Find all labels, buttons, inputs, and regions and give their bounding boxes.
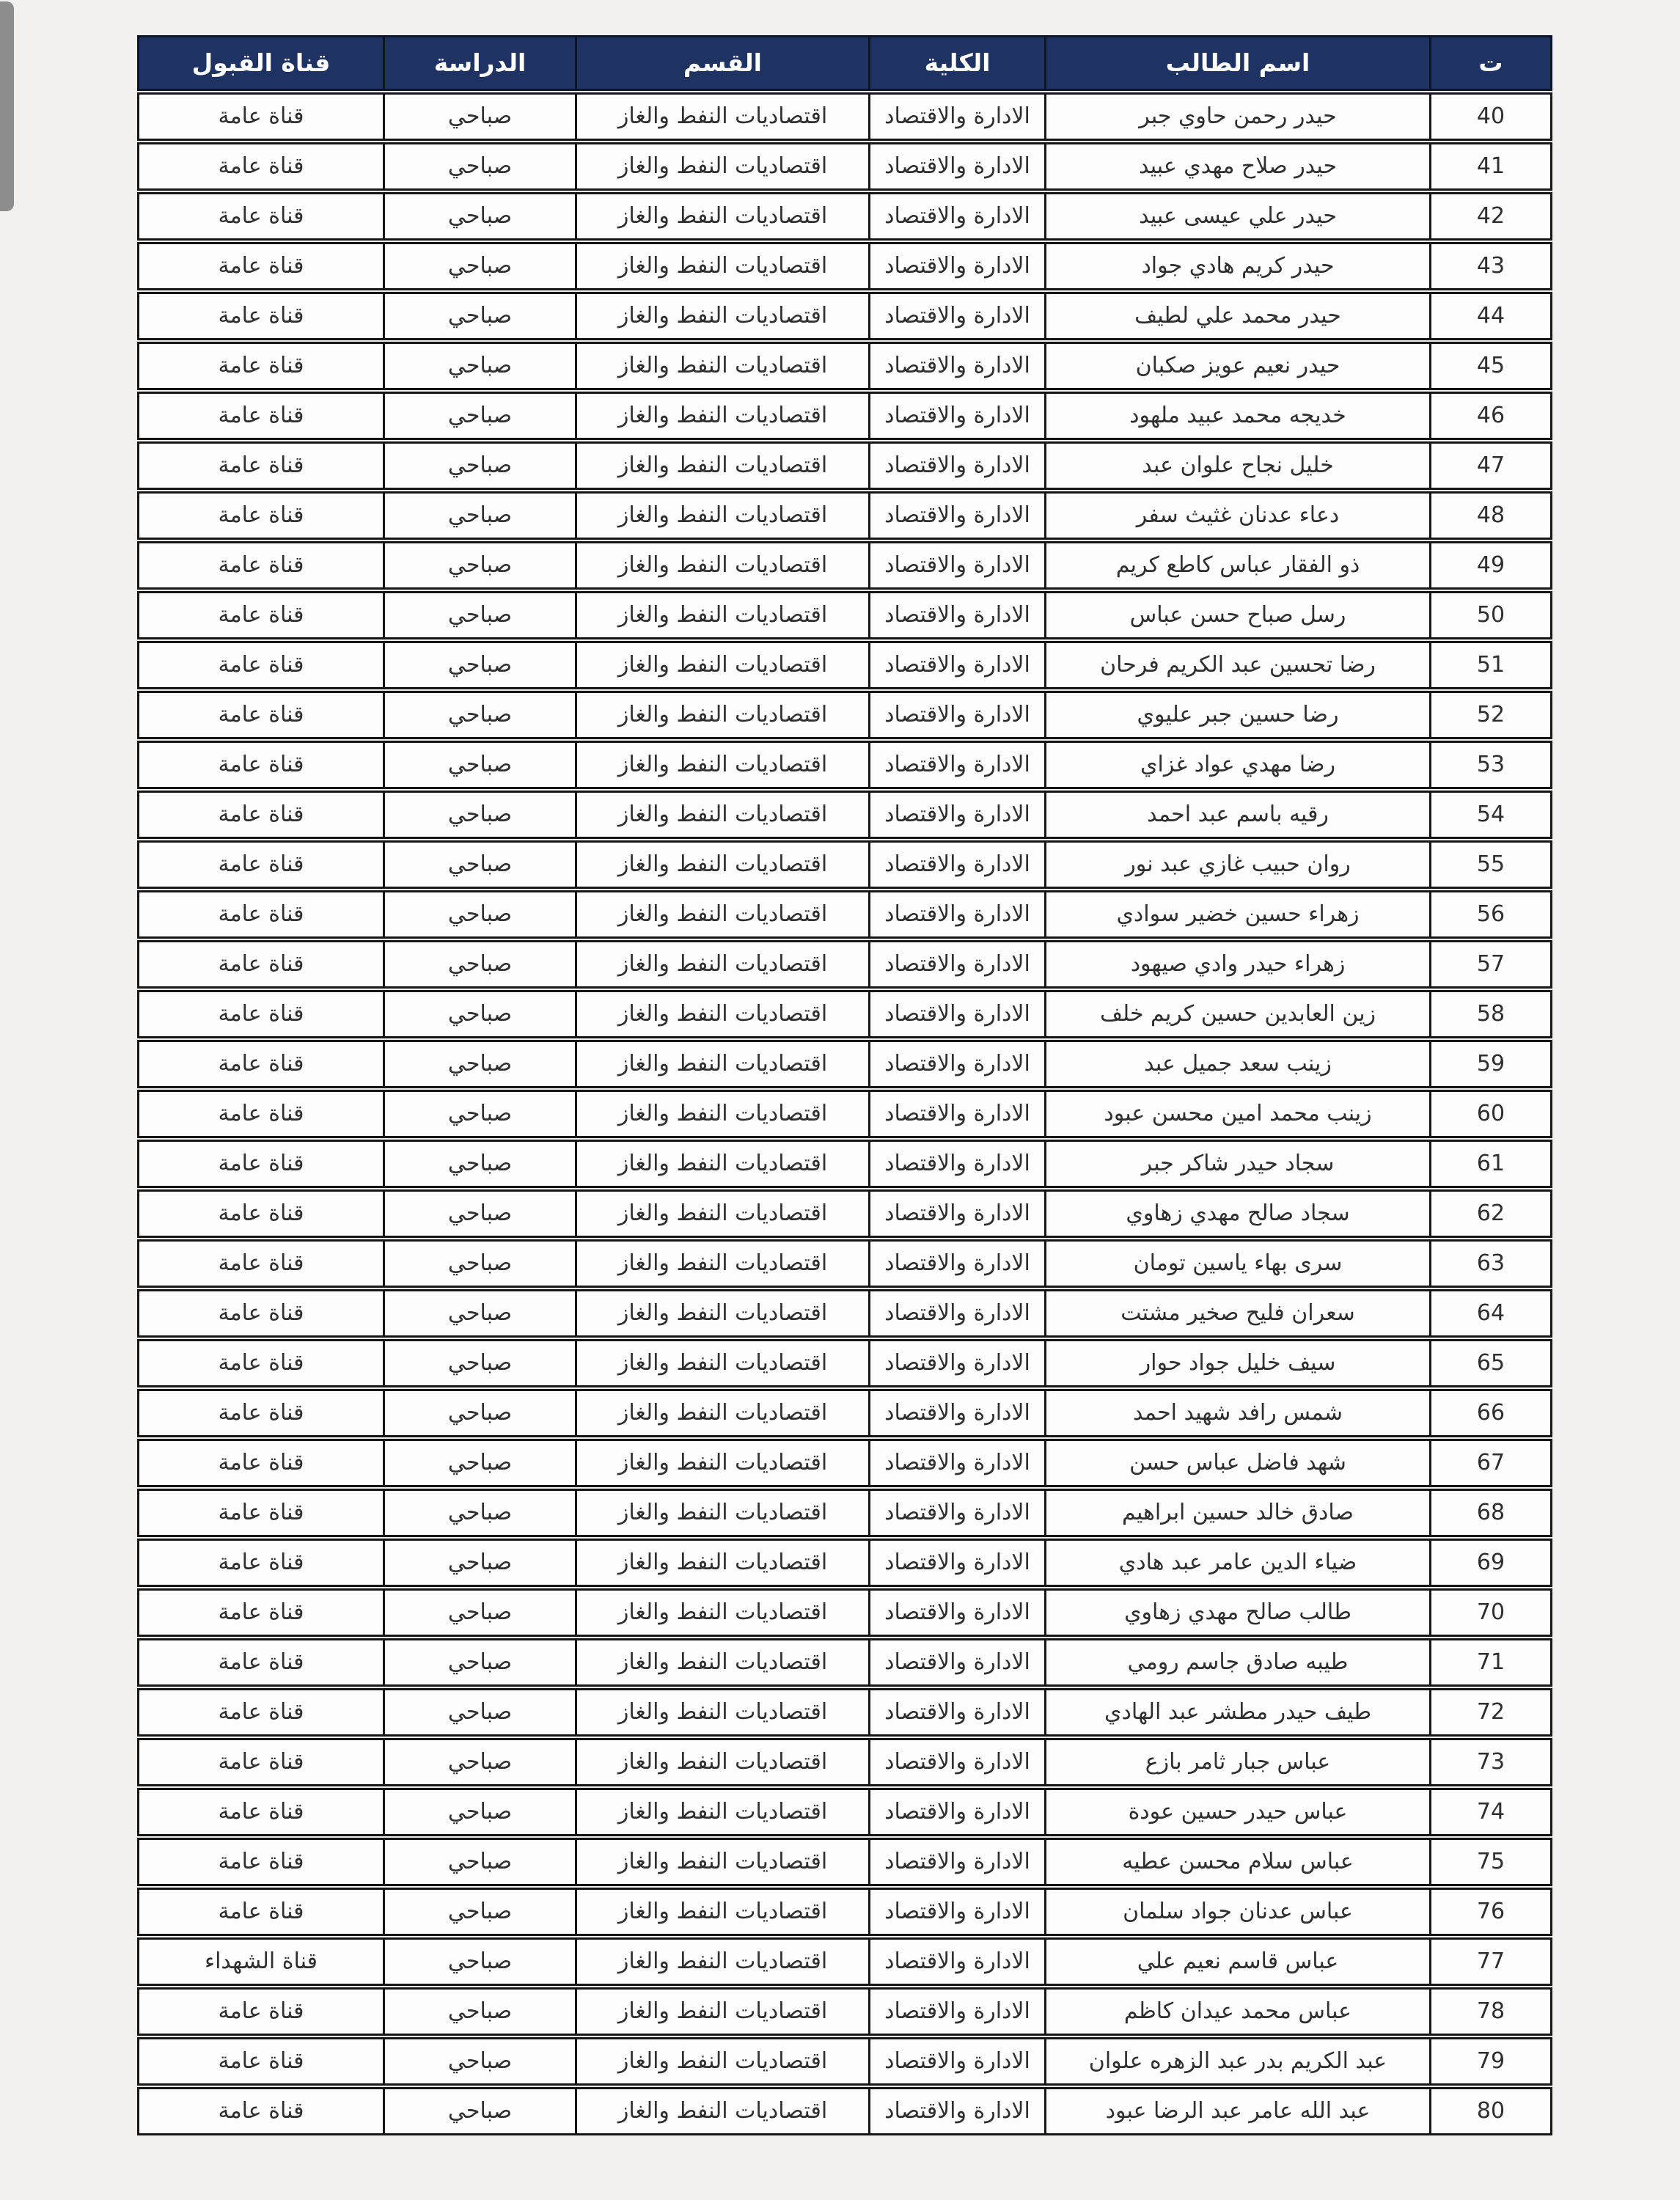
table-row bbox=[137, 1040, 1552, 1088]
cell-college: الادارة والاقتصاد bbox=[868, 543, 1044, 587]
cell-study: صباحي bbox=[383, 1242, 575, 1286]
table-row bbox=[137, 541, 1552, 590]
cell-department: اقتصاديات النفط والغاز bbox=[575, 494, 868, 538]
cell-admission-channel: قناة عامة bbox=[218, 153, 304, 180]
cell-serial: 66 bbox=[1429, 1391, 1550, 1435]
cell-student-name: عبد الله عامر عبد الرضا عبود bbox=[1044, 2089, 1429, 2133]
cell-admission-channel: قناة عامة bbox=[218, 2048, 304, 2075]
cell-serial: 47 bbox=[1429, 444, 1550, 488]
student-table bbox=[137, 35, 1552, 2137]
cell-student-name: عباس جبار ثامر بازع bbox=[1044, 1740, 1429, 1784]
cell-study: صباحي bbox=[383, 1541, 575, 1585]
cell-study: صباحي bbox=[383, 1092, 575, 1136]
cell-college: الادارة والاقتصاد bbox=[868, 294, 1044, 338]
cell-serial: 67 bbox=[1429, 1441, 1550, 1485]
scroll-indicator[interactable] bbox=[0, 1, 14, 211]
cell-student-name: دعاء عدنان غثيث سفر bbox=[1044, 494, 1429, 538]
cell-admission-channel: قناة عامة bbox=[218, 1998, 304, 2025]
cell-admission-channel: قناة عامة bbox=[218, 652, 304, 678]
cell-department: اقتصاديات النفط والغاز bbox=[575, 1092, 868, 1136]
cell-student-name: عباس محمد عيدان كاظم bbox=[1044, 1990, 1429, 2034]
cell-study: صباحي bbox=[383, 1391, 575, 1435]
cell-admission-channel: قناة عامة bbox=[218, 502, 304, 529]
cell-admission-channel: قناة عامة bbox=[218, 253, 304, 279]
cell-department: اقتصاديات النفط والغاز bbox=[575, 95, 868, 139]
cell-admission-channel: قناة عامة bbox=[218, 1599, 304, 1626]
cell-college: الادارة والاقتصاد bbox=[868, 1391, 1044, 1435]
cell-college: الادارة والاقتصاد bbox=[868, 1591, 1044, 1635]
cell-department: اقتصاديات النفط والغاز bbox=[575, 244, 868, 288]
cell-admission-channel: قناة عامة bbox=[218, 901, 304, 928]
cell-department: اقتصاديات النفط والغاز bbox=[575, 793, 868, 837]
cell-admission-channel: قناة عامة bbox=[218, 303, 304, 329]
table-row bbox=[137, 1888, 1552, 1936]
cell-student-name: سجاد حيدر شاكر جبر bbox=[1044, 1142, 1429, 1186]
cell-student-name: صادق خالد حسين ابراهيم bbox=[1044, 1491, 1429, 1535]
cell-study: صباحي bbox=[383, 1690, 575, 1734]
cell-serial: 41 bbox=[1429, 144, 1550, 188]
cell-study: صباحي bbox=[383, 843, 575, 887]
cell-department: اقتصاديات النفط والغاز bbox=[575, 2039, 868, 2083]
cell-department: اقتصاديات النفط والغاز bbox=[575, 1142, 868, 1186]
cell-student-name: طيف حيدر مطشر عبد الهادي bbox=[1044, 1690, 1429, 1734]
cell-student-name: زهراء حسين خضير سوادي bbox=[1044, 892, 1429, 936]
cell-admission-channel: قناة عامة bbox=[218, 1649, 304, 1676]
cell-department: اقتصاديات النفط والغاز bbox=[575, 1341, 868, 1385]
cell-college: الادارة والاقتصاد bbox=[868, 1990, 1044, 2034]
cell-student-name: حيدر كريم هادي جواد bbox=[1044, 244, 1429, 288]
cell-admission-channel: قناة عامة bbox=[218, 602, 304, 628]
cell-college: الادارة والاقتصاد bbox=[868, 942, 1044, 986]
cell-serial: 68 bbox=[1429, 1491, 1550, 1535]
cell-study: صباحي bbox=[383, 1790, 575, 1834]
cell-college: الادارة والاقتصاد bbox=[868, 1291, 1044, 1335]
cell-student-name: زين العابدين حسين كريم خلف bbox=[1044, 992, 1429, 1036]
cell-admission-channel: قناة عامة bbox=[218, 1250, 304, 1277]
cell-department: اقتصاديات النفط والغاز bbox=[575, 843, 868, 887]
cell-student-name: رضا تحسين عبد الكريم فرحان bbox=[1044, 643, 1429, 687]
cell-department: اقتصاديات النفط والغاز bbox=[575, 344, 868, 388]
cell-serial: 46 bbox=[1429, 394, 1550, 438]
cell-college: الادارة والاقتصاد bbox=[868, 494, 1044, 538]
cell-college: الادارة والاقتصاد bbox=[868, 1491, 1044, 1535]
cell-admission-channel: قناة عامة bbox=[218, 1450, 304, 1476]
cell-serial: 51 bbox=[1429, 643, 1550, 687]
cell-student-name: رسل صباح حسن عباس bbox=[1044, 593, 1429, 637]
cell-student-name: شمس رافد شهيد احمد bbox=[1044, 1391, 1429, 1435]
cell-student-name: عبد الكريم بدر عبد الزهره علوان bbox=[1044, 2039, 1429, 2083]
cell-serial: 57 bbox=[1429, 942, 1550, 986]
table-row bbox=[137, 1140, 1552, 1188]
cell-student-name: حيدر محمد علي لطيف bbox=[1044, 294, 1429, 338]
cell-serial: 72 bbox=[1429, 1690, 1550, 1734]
cell-study: صباحي bbox=[383, 244, 575, 288]
cell-study: صباحي bbox=[383, 1441, 575, 1485]
cell-student-name: ضياء الدين عامر عبد هادي bbox=[1044, 1541, 1429, 1585]
cell-admission-channel: قناة عامة bbox=[218, 1699, 304, 1726]
table-row bbox=[137, 990, 1552, 1038]
cell-admission-channel: قناة عامة bbox=[218, 802, 304, 828]
cell-study: صباحي bbox=[383, 543, 575, 587]
cell-department: اقتصاديات النفط والغاز bbox=[575, 1441, 868, 1485]
table-row bbox=[137, 142, 1552, 191]
table-row bbox=[137, 192, 1552, 241]
table-row bbox=[137, 840, 1552, 889]
cell-student-name: خليل نجاح علوان عبد bbox=[1044, 444, 1429, 488]
cell-serial: 43 bbox=[1429, 244, 1550, 288]
cell-study: صباحي bbox=[383, 643, 575, 687]
table-row bbox=[137, 1638, 1552, 1687]
cell-college: الادارة والاقتصاد bbox=[868, 1890, 1044, 1934]
cell-student-name: رضا مهدي عواد غزاي bbox=[1044, 743, 1429, 787]
cell-student-name: سرى بهاء ياسين تومان bbox=[1044, 1242, 1429, 1286]
header-serial: ت bbox=[1429, 37, 1550, 89]
cell-student-name: عباس سلام محسن عطيه bbox=[1044, 1840, 1429, 1884]
cell-college: الادارة والاقتصاد bbox=[868, 1740, 1044, 1784]
cell-college: الادارة والاقتصاد bbox=[868, 1940, 1044, 1984]
cell-admission-channel: قناة عامة bbox=[218, 353, 304, 379]
cell-student-name: حيدر صلاح مهدي عبيد bbox=[1044, 144, 1429, 188]
cell-study: صباحي bbox=[383, 1192, 575, 1236]
cell-department: اقتصاديات النفط والغاز bbox=[575, 643, 868, 687]
cell-college: الادارة والاقتصاد bbox=[868, 444, 1044, 488]
cell-college: الادارة والاقتصاد bbox=[868, 1242, 1044, 1286]
cell-serial: 69 bbox=[1429, 1541, 1550, 1585]
cell-admission-channel: قناة عامة bbox=[218, 1101, 304, 1127]
table-row bbox=[137, 1788, 1552, 1836]
cell-college: الادارة والاقتصاد bbox=[868, 1541, 1044, 1585]
cell-college: الادارة والاقتصاد bbox=[868, 1341, 1044, 1385]
cell-serial: 45 bbox=[1429, 344, 1550, 388]
cell-department: اقتصاديات النفط والغاز bbox=[575, 942, 868, 986]
cell-admission-channel: قناة عامة bbox=[218, 1051, 304, 1077]
cell-student-name: زهراء حيدر وادي صيهود bbox=[1044, 942, 1429, 986]
cell-study: صباحي bbox=[383, 1042, 575, 1086]
cell-serial: 79 bbox=[1429, 2039, 1550, 2083]
header-study: الدراسة bbox=[383, 37, 575, 89]
header-department: القسم bbox=[575, 37, 868, 89]
cell-study: صباحي bbox=[383, 793, 575, 837]
cell-department: اقتصاديات النفط والغاز bbox=[575, 444, 868, 488]
cell-department: اقتصاديات النفط والغاز bbox=[575, 1242, 868, 1286]
cell-serial: 54 bbox=[1429, 793, 1550, 837]
cell-department: اقتصاديات النفط والغاز bbox=[575, 194, 868, 238]
cell-department: اقتصاديات النفط والغاز bbox=[575, 294, 868, 338]
cell-study: صباحي bbox=[383, 2089, 575, 2133]
table-row bbox=[137, 1987, 1552, 2036]
cell-study: صباحي bbox=[383, 144, 575, 188]
cell-department: اقتصاديات النفط والغاز bbox=[575, 1192, 868, 1236]
table-header-row bbox=[137, 35, 1552, 91]
cell-student-name: رضا حسين جبر عليوي bbox=[1044, 693, 1429, 737]
cell-study: صباحي bbox=[383, 743, 575, 787]
cell-college: الادارة والاقتصاد bbox=[868, 693, 1044, 737]
cell-student-name: شهد فاضل عباس حسن bbox=[1044, 1441, 1429, 1485]
cell-serial: 60 bbox=[1429, 1092, 1550, 1136]
cell-department: اقتصاديات النفط والغاز bbox=[575, 144, 868, 188]
cell-student-name: عباس قاسم نعيم علي bbox=[1044, 1940, 1429, 1984]
cell-serial: 59 bbox=[1429, 1042, 1550, 1086]
cell-college: الادارة والاقتصاد bbox=[868, 1142, 1044, 1186]
cell-department: اقتصاديات النفط والغاز bbox=[575, 1940, 868, 1984]
cell-college: الادارة والاقتصاد bbox=[868, 244, 1044, 288]
cell-study: صباحي bbox=[383, 95, 575, 139]
cell-admission-channel: قناة عامة bbox=[218, 2098, 304, 2124]
cell-serial: 62 bbox=[1429, 1192, 1550, 1236]
cell-admission-channel: قناة عامة bbox=[218, 1550, 304, 1576]
cell-serial: 52 bbox=[1429, 693, 1550, 737]
cell-department: اقتصاديات النفط والغاز bbox=[575, 1690, 868, 1734]
table-row bbox=[137, 1489, 1552, 1537]
cell-admission-channel: قناة عامة bbox=[218, 452, 304, 479]
cell-student-name: سيف خليل جواد حوار bbox=[1044, 1341, 1429, 1385]
cell-college: الادارة والاقتصاد bbox=[868, 593, 1044, 637]
cell-serial: 56 bbox=[1429, 892, 1550, 936]
cell-student-name: طالب صالح مهدي زهاوي bbox=[1044, 1591, 1429, 1635]
table-row bbox=[137, 1439, 1552, 1487]
cell-admission-channel: قناة عامة bbox=[218, 1400, 304, 1426]
cell-college: الادارة والاقتصاد bbox=[868, 1192, 1044, 1236]
cell-college: الادارة والاقتصاد bbox=[868, 743, 1044, 787]
cell-department: اقتصاديات النفط والغاز bbox=[575, 2089, 868, 2133]
cell-department: اقتصاديات النفط والغاز bbox=[575, 743, 868, 787]
table-row bbox=[137, 92, 1552, 141]
cell-serial: 77 bbox=[1429, 1940, 1550, 1984]
cell-study: صباحي bbox=[383, 1291, 575, 1335]
header-college: الكلية bbox=[868, 37, 1044, 89]
cell-college: الادارة والاقتصاد bbox=[868, 1790, 1044, 1834]
cell-department: اقتصاديات النفط والغاز bbox=[575, 1790, 868, 1834]
cell-department: اقتصاديات النفط والغاز bbox=[575, 1840, 868, 1884]
cell-admission-channel: قناة عامة bbox=[218, 702, 304, 728]
cell-study: صباحي bbox=[383, 593, 575, 637]
cell-admission-channel: قناة عامة bbox=[218, 203, 304, 230]
cell-student-name: زينب سعد جميل عبد bbox=[1044, 1042, 1429, 1086]
cell-study: صباحي bbox=[383, 294, 575, 338]
cell-department: اقتصاديات النفط والغاز bbox=[575, 543, 868, 587]
cell-study: صباحي bbox=[383, 444, 575, 488]
cell-study: صباحي bbox=[383, 1491, 575, 1535]
cell-department: اقتصاديات النفط والغاز bbox=[575, 693, 868, 737]
cell-study: صباحي bbox=[383, 1890, 575, 1934]
cell-college: الادارة والاقتصاد bbox=[868, 643, 1044, 687]
cell-college: الادارة والاقتصاد bbox=[868, 1840, 1044, 1884]
cell-serial: 61 bbox=[1429, 1142, 1550, 1186]
cell-student-name: طيبه صادق جاسم رومي bbox=[1044, 1640, 1429, 1684]
cell-admission-channel: قناة عامة bbox=[218, 851, 304, 878]
cell-serial: 58 bbox=[1429, 992, 1550, 1036]
cell-department: اقتصاديات النفط والغاز bbox=[575, 1042, 868, 1086]
cell-serial: 44 bbox=[1429, 294, 1550, 338]
cell-serial: 73 bbox=[1429, 1740, 1550, 1784]
table-body bbox=[137, 92, 1552, 2135]
cell-college: الادارة والاقتصاد bbox=[868, 1042, 1044, 1086]
cell-serial: 74 bbox=[1429, 1790, 1550, 1834]
cell-study: صباحي bbox=[383, 942, 575, 986]
cell-college: الادارة والاقتصاد bbox=[868, 1441, 1044, 1485]
cell-student-name: روان حبيب غازي عبد نور bbox=[1044, 843, 1429, 887]
cell-study: صباحي bbox=[383, 1591, 575, 1635]
cell-student-name: حيدر نعيم عويز صكبان bbox=[1044, 344, 1429, 388]
cell-serial: 49 bbox=[1429, 543, 1550, 587]
table-row bbox=[137, 791, 1552, 839]
cell-admission-channel: قناة عامة bbox=[218, 1749, 304, 1775]
cell-department: اقتصاديات النفط والغاز bbox=[575, 394, 868, 438]
cell-study: صباحي bbox=[383, 194, 575, 238]
cell-study: صباحي bbox=[383, 1341, 575, 1385]
cell-department: اقتصاديات النفط والغاز bbox=[575, 1491, 868, 1535]
table-row bbox=[137, 392, 1552, 440]
cell-student-name: سجاد صالح مهدي زهاوي bbox=[1044, 1192, 1429, 1236]
cell-serial: 53 bbox=[1429, 743, 1550, 787]
cell-admission-channel: قناة عامة bbox=[218, 1300, 304, 1327]
cell-admission-channel: قناة عامة bbox=[218, 1849, 304, 1875]
table-row bbox=[137, 940, 1552, 989]
cell-study: صباحي bbox=[383, 494, 575, 538]
cell-study: صباحي bbox=[383, 344, 575, 388]
cell-college: الادارة والاقتصاد bbox=[868, 1092, 1044, 1136]
table-row bbox=[137, 242, 1552, 290]
table-row bbox=[137, 1090, 1552, 1138]
cell-department: اقتصاديات النفط والغاز bbox=[575, 1740, 868, 1784]
cell-admission-channel: قناة عامة bbox=[218, 1001, 304, 1027]
cell-serial: 80 bbox=[1429, 2089, 1550, 2133]
cell-serial: 75 bbox=[1429, 1840, 1550, 1884]
table-row bbox=[137, 1389, 1552, 1437]
cell-serial: 78 bbox=[1429, 1990, 1550, 2034]
cell-department: اقتصاديات النفط والغاز bbox=[575, 892, 868, 936]
cell-serial: 65 bbox=[1429, 1341, 1550, 1385]
cell-admission-channel: قناة الشهداء bbox=[204, 1948, 318, 1975]
table-row bbox=[137, 441, 1552, 490]
cell-study: صباحي bbox=[383, 394, 575, 438]
cell-admission-channel: قناة عامة bbox=[218, 552, 304, 579]
cell-study: صباحي bbox=[383, 1142, 575, 1186]
cell-study: صباحي bbox=[383, 1840, 575, 1884]
cell-serial: 76 bbox=[1429, 1890, 1550, 1934]
cell-serial: 55 bbox=[1429, 843, 1550, 887]
table-row bbox=[137, 1239, 1552, 1288]
cell-serial: 70 bbox=[1429, 1591, 1550, 1635]
cell-study: صباحي bbox=[383, 1990, 575, 2034]
cell-student-name: عباس عدنان جواد سلمان bbox=[1044, 1890, 1429, 1934]
cell-department: اقتصاديات النفط والغاز bbox=[575, 1591, 868, 1635]
cell-college: الادارة والاقتصاد bbox=[868, 892, 1044, 936]
cell-student-name: خديجه محمد عبيد ملهود bbox=[1044, 394, 1429, 438]
cell-college: الادارة والاقتصاد bbox=[868, 992, 1044, 1036]
cell-college: الادارة والاقتصاد bbox=[868, 1690, 1044, 1734]
cell-study: صباحي bbox=[383, 892, 575, 936]
cell-student-name: زينب محمد امين محسن عبود bbox=[1044, 1092, 1429, 1136]
cell-student-name: ذو الفقار عباس كاطع كريم bbox=[1044, 543, 1429, 587]
cell-student-name: عباس حيدر حسين عودة bbox=[1044, 1790, 1429, 1834]
cell-study: صباحي bbox=[383, 2039, 575, 2083]
table-row bbox=[137, 1738, 1552, 1786]
cell-admission-channel: قناة عامة bbox=[218, 1899, 304, 1925]
cell-student-name: رقيه باسم عبد احمد bbox=[1044, 793, 1429, 837]
table-row bbox=[137, 2087, 1552, 2135]
header-name: اسم الطالب bbox=[1044, 37, 1429, 89]
cell-department: اقتصاديات النفط والغاز bbox=[575, 1541, 868, 1585]
table-row bbox=[137, 1539, 1552, 1587]
table-row bbox=[137, 691, 1552, 739]
cell-department: اقتصاديات النفط والغاز bbox=[575, 593, 868, 637]
cell-college: الادارة والاقتصاد bbox=[868, 144, 1044, 188]
cell-college: الادارة والاقتصاد bbox=[868, 793, 1044, 837]
table-row bbox=[137, 1588, 1552, 1637]
table-row bbox=[137, 1289, 1552, 1338]
cell-college: الادارة والاقتصاد bbox=[868, 843, 1044, 887]
cell-admission-channel: قناة عامة bbox=[218, 403, 304, 429]
table-row bbox=[137, 1339, 1552, 1387]
cell-serial: 63 bbox=[1429, 1242, 1550, 1286]
table-row bbox=[137, 1937, 1552, 1986]
cell-college: الادارة والاقتصاد bbox=[868, 2039, 1044, 2083]
cell-college: الادارة والاقتصاد bbox=[868, 194, 1044, 238]
cell-college: الادارة والاقتصاد bbox=[868, 394, 1044, 438]
cell-college: الادارة والاقتصاد bbox=[868, 2089, 1044, 2133]
cell-serial: 42 bbox=[1429, 194, 1550, 238]
cell-department: اقتصاديات النفط والغاز bbox=[575, 1640, 868, 1684]
cell-student-name: حيدر علي عيسى عبيد bbox=[1044, 194, 1429, 238]
cell-college: الادارة والاقتصاد bbox=[868, 95, 1044, 139]
cell-serial: 71 bbox=[1429, 1640, 1550, 1684]
table-row bbox=[137, 1189, 1552, 1238]
table-row bbox=[137, 342, 1552, 390]
table-row bbox=[137, 491, 1552, 540]
cell-department: اقتصاديات النفط والغاز bbox=[575, 1990, 868, 2034]
table-row bbox=[137, 741, 1552, 789]
table-row bbox=[137, 890, 1552, 939]
table-row bbox=[137, 641, 1552, 689]
table-row bbox=[137, 2037, 1552, 2086]
cell-study: صباحي bbox=[383, 992, 575, 1036]
cell-college: الادارة والاقتصاد bbox=[868, 1640, 1044, 1684]
cell-admission-channel: قناة عامة bbox=[218, 752, 304, 778]
table-row bbox=[137, 591, 1552, 639]
cell-department: اقتصاديات النفط والغاز bbox=[575, 1391, 868, 1435]
cell-admission-channel: قناة عامة bbox=[218, 1350, 304, 1376]
table-row bbox=[137, 1688, 1552, 1737]
table-row bbox=[137, 1838, 1552, 1886]
cell-admission-channel: قناة عامة bbox=[218, 1500, 304, 1526]
cell-department: اقتصاديات النفط والغاز bbox=[575, 992, 868, 1036]
header-channel: قناة القبول bbox=[191, 48, 331, 77]
cell-college: الادارة والاقتصاد bbox=[868, 344, 1044, 388]
cell-serial: 50 bbox=[1429, 593, 1550, 637]
cell-admission-channel: قناة عامة bbox=[218, 951, 304, 978]
cell-serial: 48 bbox=[1429, 494, 1550, 538]
cell-department: اقتصاديات النفط والغاز bbox=[575, 1291, 868, 1335]
cell-student-name: سعران فليح صخير مشتت bbox=[1044, 1291, 1429, 1335]
table-row bbox=[137, 292, 1552, 340]
cell-study: صباحي bbox=[383, 693, 575, 737]
cell-student-name: حيدر رحمن حاوي جبر bbox=[1044, 95, 1429, 139]
cell-admission-channel: قناة عامة bbox=[218, 1151, 304, 1177]
cell-admission-channel: قناة عامة bbox=[218, 103, 304, 130]
cell-department: اقتصاديات النفط والغاز bbox=[575, 1890, 868, 1934]
cell-study: صباحي bbox=[383, 1640, 575, 1684]
cell-serial: 64 bbox=[1429, 1291, 1550, 1335]
cell-study: صباحي bbox=[383, 1740, 575, 1784]
cell-serial: 40 bbox=[1429, 95, 1550, 139]
cell-admission-channel: قناة عامة bbox=[218, 1200, 304, 1227]
cell-admission-channel: قناة عامة bbox=[218, 1799, 304, 1825]
cell-study: صباحي bbox=[383, 1940, 575, 1984]
